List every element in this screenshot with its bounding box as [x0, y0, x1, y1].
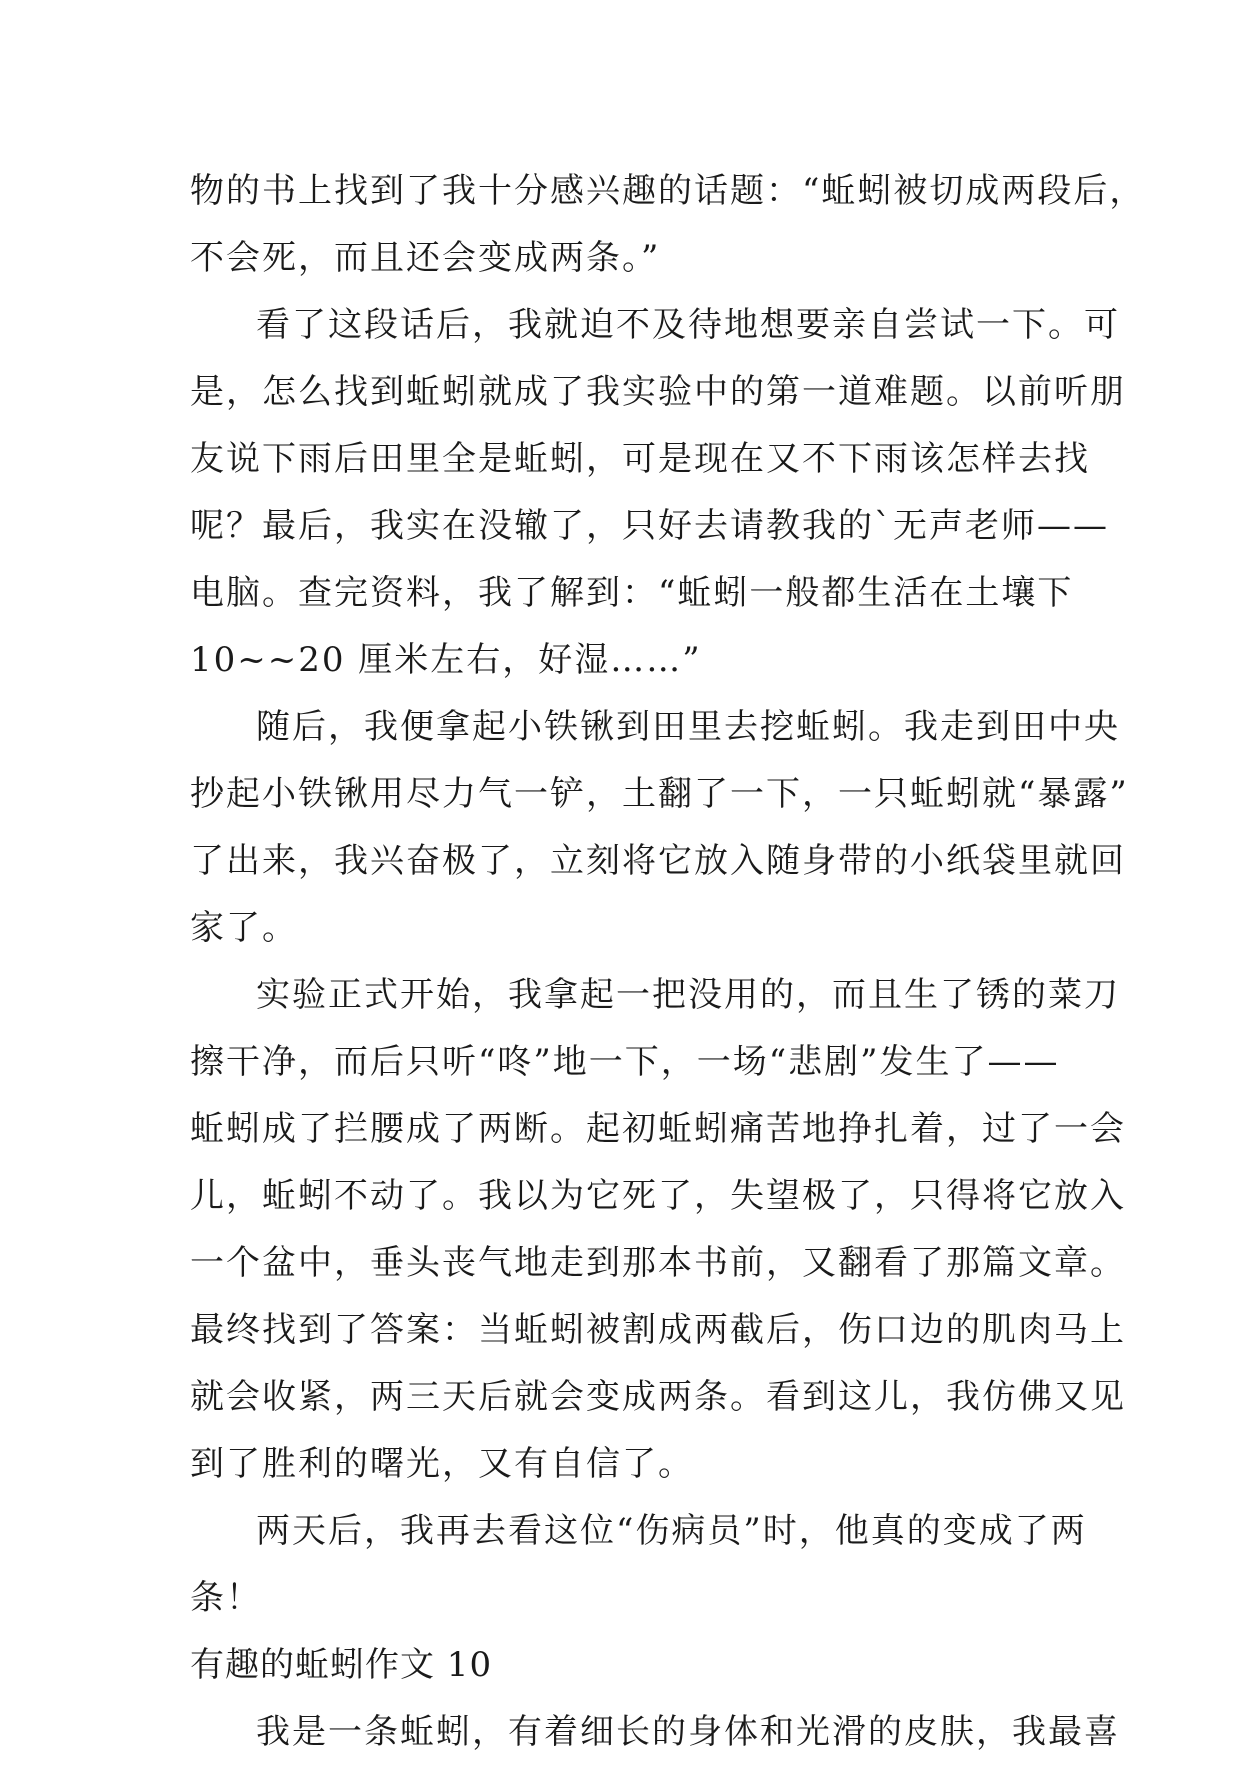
- text-line: 电脑。查完资料，我了解到：“蚯蚓一般都生活在土壤下: [190, 573, 1074, 613]
- text-line: 随后，我便拿起小铁锹到田里去挖蚯蚓。我走到田中央: [256, 707, 1120, 747]
- text-line: 了出来，我兴奋极了，立刻将它放入随身带的小纸袋里就回: [190, 841, 1126, 881]
- text-line: 擦干净，而后只听“咚”地一下，一场“悲剧”发生了——: [190, 1042, 1060, 1082]
- document-body: [190, 158, 1146, 1766]
- text-line: 我是一条蚯蚓，有着细长的身体和光滑的皮肤，我最喜: [256, 1712, 1120, 1752]
- text-line: 最终找到了答案：当蚯蚓被割成两截后，伤口边的肌肉马上: [190, 1310, 1126, 1350]
- text-line: 看了这段话后，我就迫不及待地想要亲自尝试一下。可: [256, 305, 1120, 345]
- text-line: 蚯蚓成了拦腰成了两断。起初蚯蚓痛苦地挣扎着，过了一会: [190, 1109, 1126, 1149]
- text-line: 抄起小铁锹用尽力气一铲，土翻了一下，一只蚯蚓就“暴露”: [190, 774, 1129, 814]
- text-line: 友说下雨后田里全是蚯蚓，可是现在又不下雨该怎样去找: [190, 439, 1090, 479]
- text-line: 两天后，我再去看这位“伤病员”时，他真的变成了两: [256, 1511, 1087, 1551]
- section-heading: 有趣的蚯蚓作文 10: [190, 1645, 493, 1685]
- text-line: 儿，蚯蚓不动了。我以为它死了，失望极了，只得将它放入: [190, 1176, 1126, 1216]
- text-line: 到了胜利的曙光，又有自信了。: [190, 1444, 694, 1484]
- text-line: 呢？最后，我实在没辙了，只好去请教我的`无声老师——: [190, 506, 1109, 546]
- text-line: 物的书上找到了我十分感兴趣的话题：“蚯蚓被切成两段后，: [190, 171, 1146, 211]
- text-line: 就会收紧，两三天后就会变成两条。看到这儿，我仿佛又见: [190, 1377, 1126, 1417]
- text-line: 是，怎么找到蚯蚓就成了我实验中的第一道难题。以前听朋: [190, 372, 1126, 412]
- text-line: 10~~20 厘米左右，好湿……”: [190, 640, 702, 680]
- text-line: 一个盆中，垂头丧气地走到那本书前，又翻看了那篇文章。: [190, 1243, 1126, 1283]
- text-line: 条！: [190, 1578, 262, 1618]
- text-line: 不会死，而且还会变成两条。”: [190, 238, 661, 278]
- text-line: 实验正式开始，我拿起一把没用的，而且生了锈的菜刀: [256, 975, 1120, 1015]
- text-line: 家了。: [190, 908, 298, 948]
